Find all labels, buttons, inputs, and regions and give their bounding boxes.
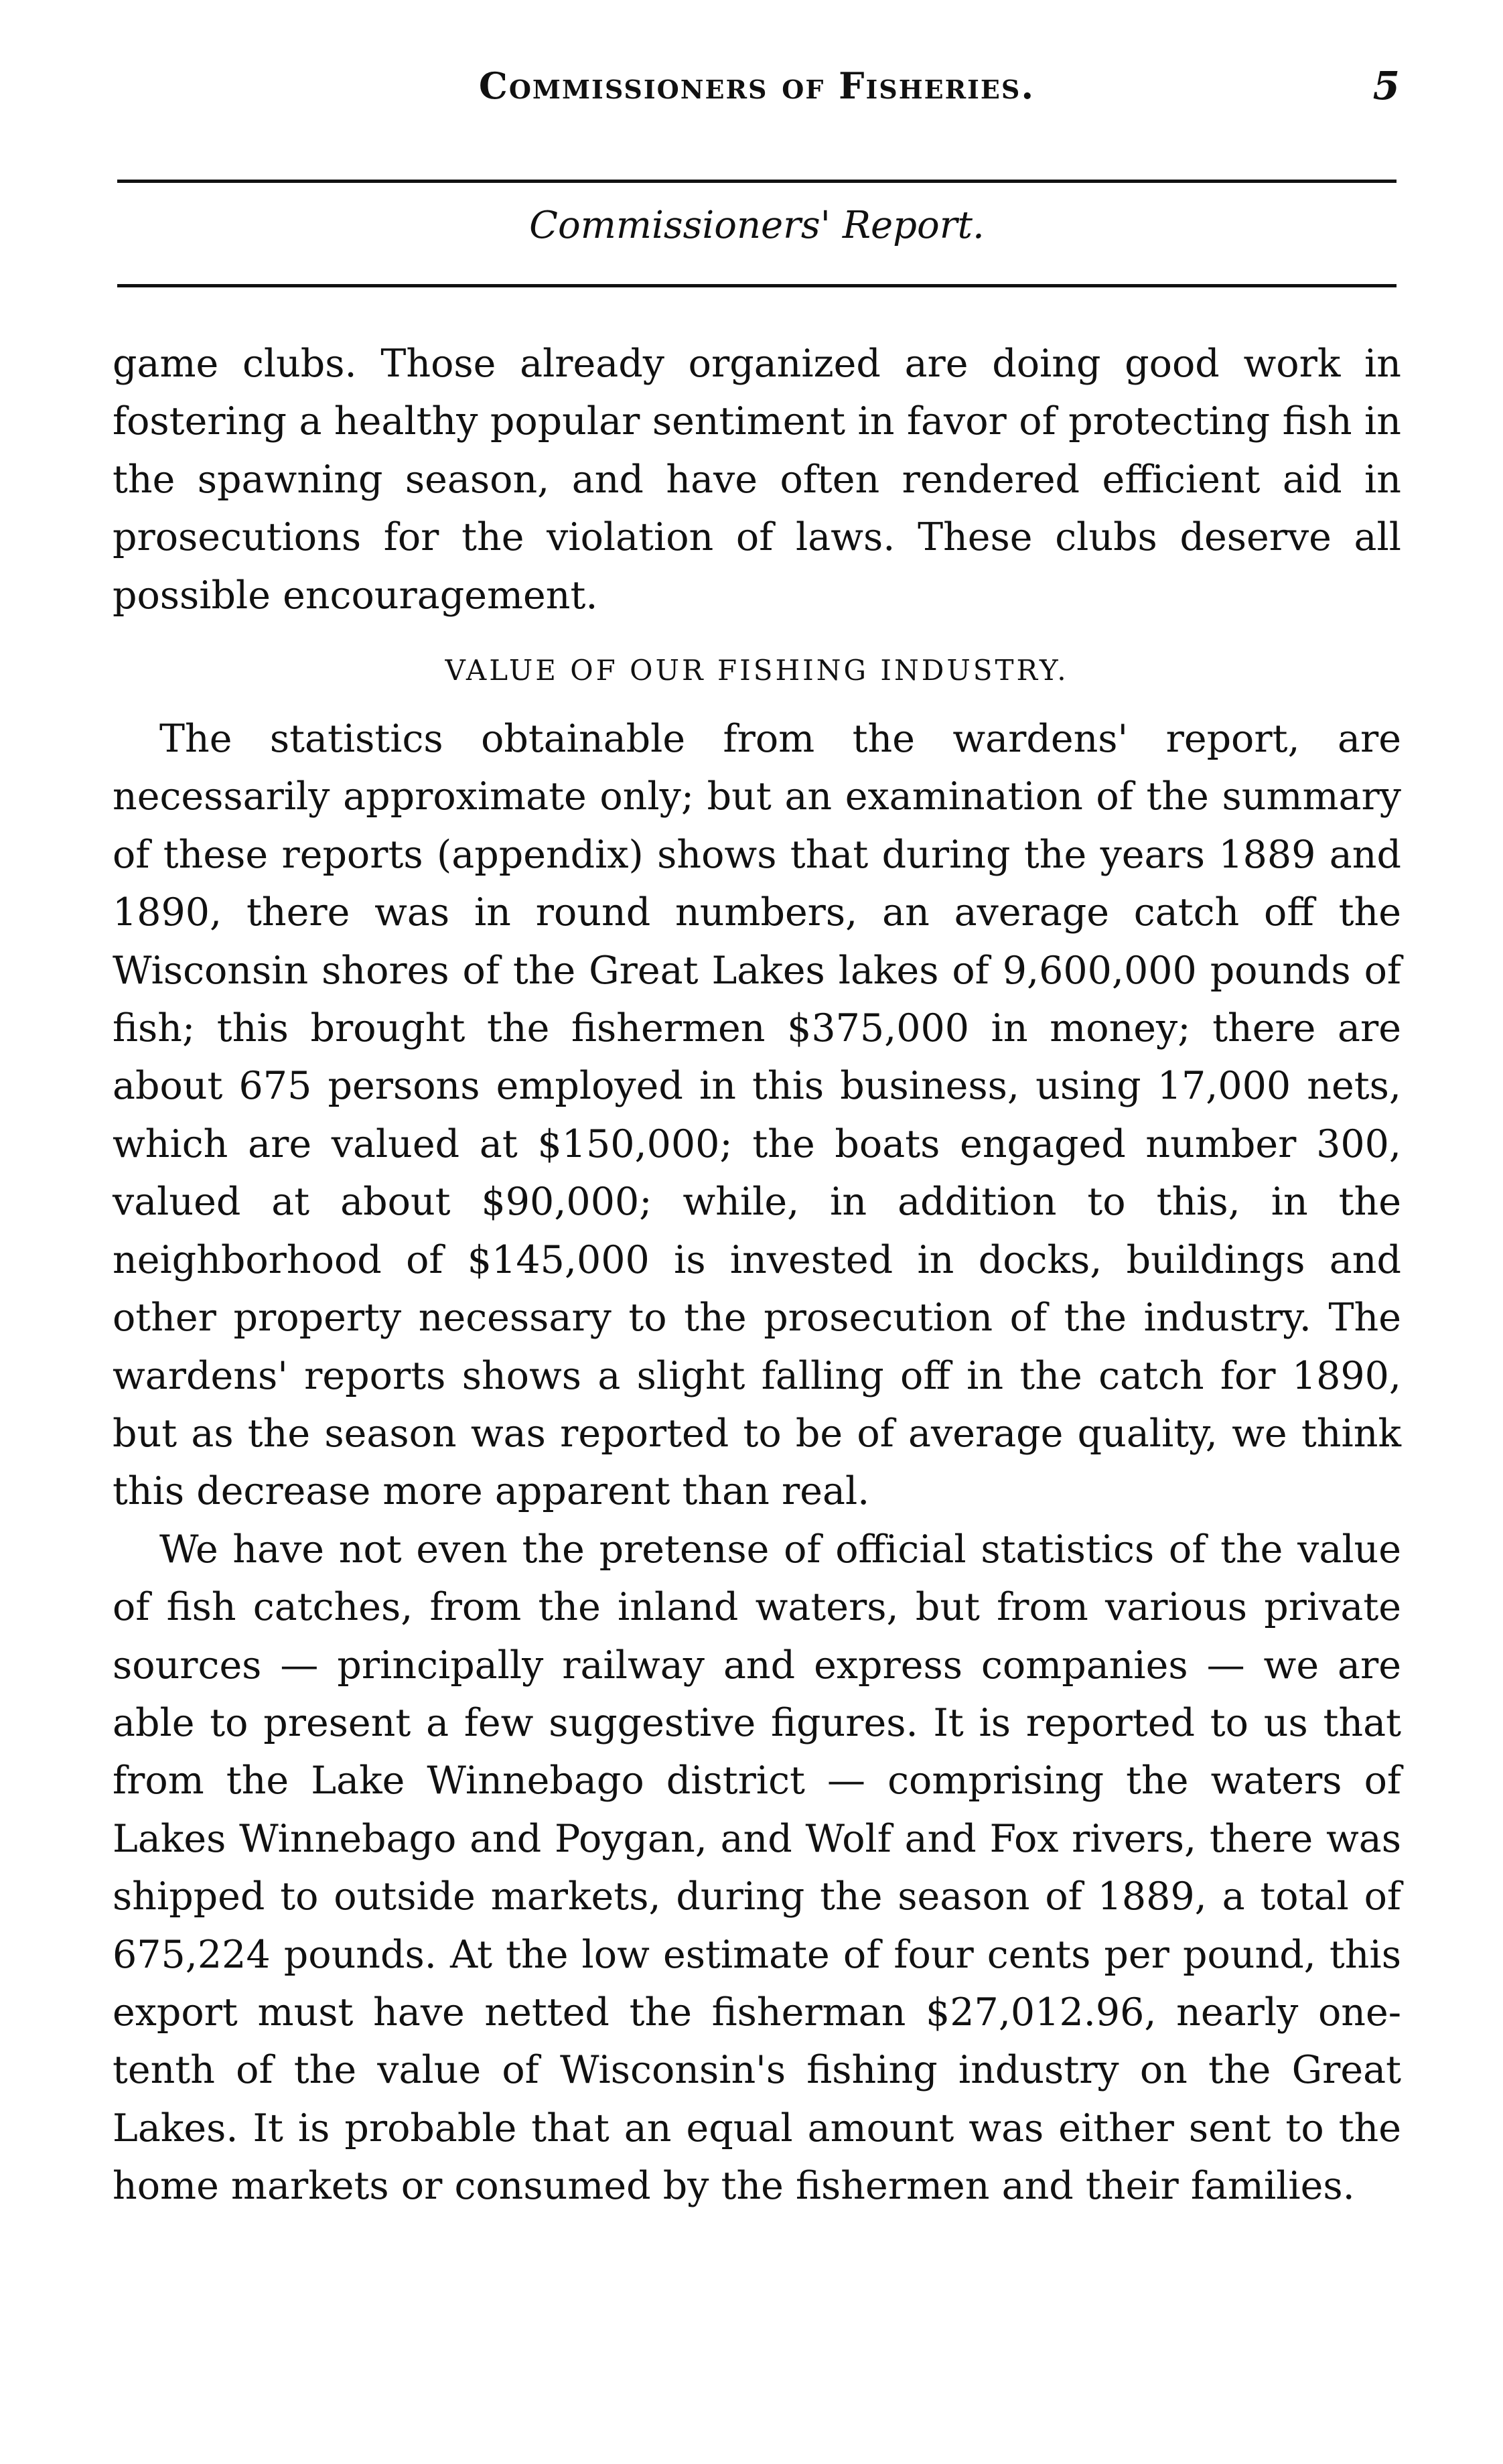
running-head	[114, 59, 1400, 119]
header-rule-bottom	[117, 284, 1397, 287]
report-subtitle: Commissioners' Report.	[529, 204, 985, 247]
page-body	[113, 335, 1401, 2215]
running-title: Commissioners of Fisheries.	[478, 64, 1035, 107]
header-rule-top	[117, 180, 1397, 183]
page-number: 5	[1372, 63, 1400, 109]
paragraph-2: The statistics obtainable from the wardens' report, are necessarily approximate only; but an examination of the summary of these reports (appendix) shows that during the years 1889 and 1890, there was in round numbers, an average catch off the Wisconsin shores of the Great Lakes lakes of 9,600,000 pounds of fish; this brought the fishermen $375,000 in money; there are about 675 persons employed in this business, using 17,000 nets, which are valued at $150,000; the boats engaged number 300, valued at about $90,000; while, in addition to this, in the neighborhood of $145,000 is invested in docks, buildings and other property necessary to the prosecution of the industry. The wardens' reports shows a slight falling off in the catch for 1890, but as the season was reported to be of average quality, we think this decrease more apparent than real.	[113, 717, 1401, 1514]
paragraph-1: game clubs. Those already organized are doing good work in fostering a healthy popular sentiment in favor of protecting fish in the spawning season, and have often rendered efficient aid in prosecutions for the violation of laws. These clubs deserve all possible encouragement.	[113, 342, 1401, 618]
section-heading: VALUE OF OUR FISHING INDUSTRY.	[445, 654, 1069, 687]
paragraph-3: We have not even the pretense of official statistics of the value of fish catches, from the inland waters, but from various private sources — principally railway and express companies — we are able to present a few suggestive figures. It is reported to us that from the Lake Winnebago district — comprising the waters of Lakes Winnebago and Poygan, and Wolf and Fox rivers, there was shipped to outside markets, during the season of 1889, a total of 675,224 pounds. At the low estimate of four cents per pound, this export must have netted the fisherman $27,012.96, nearly one-tenth of the value of Wisconsin's fishing industry on the Great Lakes. It is probable that an equal amount was either sent to the home markets or consumed by the fishermen and their families.	[113, 1527, 1401, 2209]
